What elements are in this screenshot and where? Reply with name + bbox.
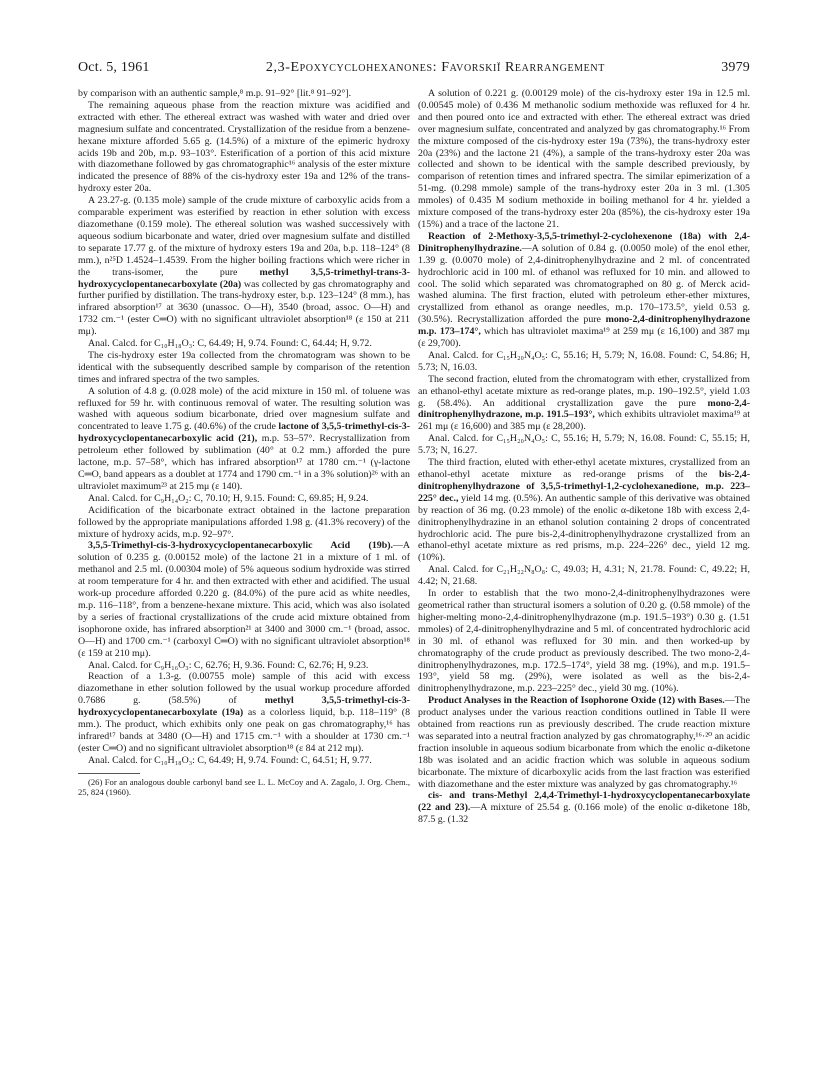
text-run: Reaction of a 1.3-g. (0.00755 mole) sample of this acid with excess diazomethane in ether solution followed by the usual workup procedure afforded 0.7686 g. (58.5%) of [78,671,410,707]
compound-name: mono-2,4-dinitrophenylhydrazone, m.p. 191.5–193°, [418,397,750,421]
text-run: which exhibits ultraviolet maxima¹⁹ at 261 mμ (ε 16,600) and 385 mμ (ε 28,200). [418,409,751,433]
text-run: A 23.27-g. (0.135 mole) sample of the crude mixture of carboxylic acids from a comparable experiment was esterified by reaction in ether solution with excess diazomethane (0.159 mole). The ethereal solution was washed successively with aqueous sodium bicarbonate and water, dried over magnesium sulfate and distilled to separate 17.77 g. of the mixture of hydroxy esters 19a and 20a, b.p. 118–124° (8 mm.), n²⁵D 1.4524–1.4539. From the higher boiling fractions which were richer in the trans-isomer, the pure [78,195,410,278]
paragraph [418,231,750,350]
footnote-rule [78,773,140,774]
compound-name: methyl 3,5,5-trimethyl-cis-3-hydroxycyclopentanecarboxylate (19a) [78,695,411,719]
compound-name: lactone of 3,5,5-trimethyl-cis-3-hydroxycyclopentanecarboxylic acid (21), [78,421,411,445]
text-run: was collected by gas chromatography and further purified by distillation. The trans-hydroxy ester, b.p. 123–124° (8 mm.), has infrared absorption¹⁷ at 3630 (unassoc. O—H), 3540 (broad, assoc. O—H) and 1732 cm.⁻¹ (ester C═O) with no significant ultraviolet absorption¹⁸ (ε 150 at 211 mμ). [78,278,411,338]
right-column [418,88,750,826]
paragraph: by comparison with an authentic sample,⁸ m.p. 91–92° [lit.⁸ 91–92°]. [78,88,352,99]
paragraph [418,457,750,564]
left-column [78,88,410,797]
page-number: 3979 [721,60,750,75]
paragraph [78,386,410,493]
paragraph [78,195,410,338]
text-run: —A solution of 0.235 g. (0.00152 mole) of the lactone 21 in a mixture of 1 ml. of methanol and 2.5 ml. (0.00304 mole) of 5% aqueous sodium hydroxide was stirred at room temperature for 4 hr. and then extracted with ether and acidified. The usual work-up procedure afforded 0.220 g. (84.0%) of the pure acid as white needles, m.p. 116–118°, from a benzene-hexane mixture. This acid, which was also isolated by a series of fractional crystallizations of the crude acid mixture obtained from isophorone oxide, has infrared absorption²¹ at 3400 and 3000 cm.⁻¹ (broad, assoc. O—H) and 1700 cm.⁻¹ (carboxyl C═O) with no significant ultraviolet absorption¹⁸ (ε 159 at 210 mμ). [78,540,410,659]
text-run: —A mixture of 25.54 g. (0.166 mole) of the enolic α-diketone 18b, 87.5 g. (1.32 [418,802,751,826]
text-run: The second fraction, eluted from the chromatogram with ether, crystallized from an ethanol-ethyl acetate mixture as red-orange plates, m.p. 190–192.5°, yield 1.03 g. (58.4%). An additional crystallization gave the pure [418,373,750,409]
paragraph [78,671,410,754]
paragraph: A solution of 0.221 g. (0.00129 mole) of the cis-hydroxy ester 19a in 12.5 ml. (0.00545 mole) of 0.436 M methanolic sodium methoxide was refluxed for 4 hr. and then poured onto ice and extracted with ether. The ethereal extract was dried over magnesium sulfate, concentrated and analyzed by gas chromatography.¹⁶ From the mixture composed of the cis-hydroxy ester 19a (73%), the trans-hydroxy ester 20a (23%) and the lactone 21 (4%), a sample of the trans-hydroxy ester 20a was collected and shown to be identical with the sample described previously, by comparison of retention times and infrared spectra. The similar epimerization of a 51-mg. (0.298 mmole) sample of the trans-hydroxy ester 20a in 3 ml. (1.305 mmoles) of 0.435 M sodium methoxide in boiling methanol for 4 hr. yielded a mixture composed of the trans-hydroxy ester 20a (85%), the cis-hydroxy ester 19a (15%) and a trace of the lactone 21. [418,88,750,230]
paragraph [418,374,750,434]
running-header [78,60,750,80]
analysis-line: Anal. Calcd. for C₁₅H₂₀N₄O₅: C, 55.16; H, 5.79; N, 16.08. Found: C, 55.15; H, 5.73; N, 16.27. [418,433,750,457]
text-run: m.p. 53–57°. Recrystallization from petroleum ether followed by sublimation (40° at 0.2 mm.) afforded the pure lactone, m.p. 57–58°, which has infrared absorption¹⁷ at 1780 cm.⁻¹ (γ-lactone C═O, band appears as a doublet at 1774 and 1790 cm.⁻¹ in a 3% solution)²⁶ with an ultraviolet maximum²³ at 215 mμ (ε 140). [78,433,410,492]
analysis-line: Anal. Calcd. for C₉H₁₆O₃: C, 62.76; H, 9.36. Found: C, 62.76; H, 9.23. [88,659,369,671]
analysis-line: Anal. Calcd. for C₂₁H₂₂N₈O₈: C, 49.03; H, 4.31; N, 21.78. Found: C, 49.22; H, 4.42; N, 21.68. [418,564,750,588]
text-run: —A solution of 0.84 g. (0.0050 mole) of the enol ether, 1.39 g. (0.0070 mole) of 2,4-dinitrophenylhydrazine and 2 ml. of concentrated hydrochloric acid in 100 ml. of ethanol was refluxed for 10 min. and allowed to cool. The solid which separated was chromatographed on 80 g. of Merck acid-washed alumina. The first fraction, eluted with petroleum ether-ether mixtures, crystallized from ethanol as orange needles, m.p. 170–173.5°, yield 0.53 g. (30.5%). Recrystallization afforded the pure [418,242,750,326]
paragraph: The remaining aqueous phase from the reaction mixture was acidified and extracted with ether. The ethereal extract was washed with water and dried over magnesium sulfate and concentrated. Crystallization of the residue from a benzene-hexane mixture afforded 5.65 g. (14.5%) of a mixture of the epimeric hydroxy acids 19b and 20b, m.p. 93–103°. Esterification of a portion of this acid mixture with diazomethane followed by gas chromatographic¹⁶ analysis of the ester mixture indicated the presence of 88% of the cis-hydroxy ester 19a and 12% of the trans-hydroxy ester 20a. [78,99,410,195]
compound-name: mono-2,4-dinitrophenylhydrazone m.p. 173–174°, [418,314,750,338]
header-title: 2,3-Epoxycyclohexanones: Favorskiĭ Rearrangement [265,60,605,75]
footnote: (26) For an analogous double carbonyl band see L. L. McCoy and A. Zagalo, J. Org. Chem., 25, 824 (1960). [78,776,410,798]
text-run: yield 14 mg. (0.5%). An authentic sample of this derivative was obtained by reaction of 36 mg. (0.23 mmole) of the enolic α-diketone 18b with excess 2,4-dinitrophenylhydrazine in an ethanol solution containing 2 drops of concentrated hydrochloric acid. The pure bis-2,4-dinitrophenylhydrazone crystallized from an ethanol-ethyl acetate mixture as red prisms, m.p. 224–226° dec., yield 12 mg. (10%). [418,492,750,564]
header-date: Oct. 5, 1961 [78,60,150,75]
text-run: A solution of 4.8 g. (0.028 mole) of the acid mixture in 150 ml. of toluene was refluxed for 59 hr. with continuous removal of water. The resulting solution was washed with aqueous sodium bicarbonate, dried over magnesium sulfate and concentrated to leave 1.75 g. (40.6%) of the crude [78,385,410,433]
analysis-line: Anal. Calcd. for C₁₀H₁₈O₃: C, 64.49; H, 9.74. Found: C, 64.44; H, 9.72. [88,338,372,350]
paragraph [78,540,410,659]
section-heading: 3,5,5-Trimethyl-cis-3-hydroxycyclopentanecarboxylic Acid (19b). [88,540,393,552]
paragraph: In order to establish that the two mono-2,4-dinitrophenylhydrazones were geometrical rather than structural isomers a solution of 0.20 g. (0.58 mmole) of the higher-melting mono-2,4-dinitrophenylhydrazone (m.p. 191.5–193°) 0.30 g. (1.51 mmoles) of 2,4-dinitrophenylhydrazine and 5 ml. of concentrated hydrochloric acid in 30 ml. of ethanol was refluxed for 30 min. and then worked-up by chromatography of the crude product as previously described. The two mono-2,4-dinitrophenylhydrazones, m.p. 172.5–174°, yield 38 mg. (19%), and m.p. 191.5–193°, yield 58 mg. (29%), were isolated as well as the bis-2,4-dinitrophenylhydrazone, m.p. 223–225° dec., yield 30 mg. (10%). [418,588,750,695]
paragraph [418,790,750,826]
compound-name: methyl 3,5,5-trimethyl-trans-3-hydroxycyclopentanecarboxylate (20a) [78,266,410,290]
paragraph: Acidification of the bicarbonate extract obtained in the lactone preparation followed by the appropriate manipulations afforded 1.98 g. (41.3% recovery) of the mixture of hydroxy acids, m.p. 92–97°. [78,504,410,540]
section-heading: Product Analyses in the Reaction of Isophorone Oxide (12) with Bases. [428,695,725,707]
section-heading: cis- and trans-Methyl 2,4,4-Trimethyl-1-hydroxycyclopentanecarboxylate (22 and 23). [418,790,750,814]
analysis-line: Anal. Calcd. for C₁₅H₂₀N₄O₅: C, 55.16; H, 5.79; N, 16.08. Found: C, 54.86; H, 5.73; N, 16.03. [418,349,750,373]
section-heading: Reaction of 2-Methoxy-3,5,5-trimethyl-2-cyclohexenone (18a) with 2,4-Dinitrophenylhydrazine. [418,230,750,254]
text-run: —The product analyses under the various reaction conditions outlined in Table II were obtained from reactions run as previously described. The crude reaction mixture was separated into a neutral fraction analyzed by gas chromatography,¹⁶·²⁰ an acidic fraction insoluble in aqueous sodium bicarbonate from which the enolic α-diketone 18b was isolated and an acidic fraction which was soluble in aqueous sodium bicarbonate. The mixture of dicarboxylic acids from the last fraction was esterified with diazomethane and the ester mixture was analyzed by gas chromatography.¹⁶ [418,695,750,790]
text-run: which has ultraviolet maxima¹⁹ at 259 mμ (ε 16,100) and 387 mμ (ε 29,700). [418,326,750,350]
analysis-line: Anal. Calcd. for C₁₀H₁₈O₃: C, 64.49; H, 9.74. Found: C, 64.51; H, 9.77. [88,754,372,766]
compound-name: bis-2,4-dinitrophenylhydrazone of 3,5,5-trimethyl-1,2-cyclohexanedione, m.p. 223–225° dec., [418,469,751,504]
paragraph [418,695,750,790]
text-run: The third fraction, eluted with ether-ethyl acetate mixtures, crystallized from an ethanol-ethyl acetate mixture as red-orange prisms of the [418,457,750,480]
analysis-line: Anal. Calcd. for C₉H₁₄O₂: C, 70.10; H, 9.15. Found: C, 69.85; H, 9.24. [88,492,369,504]
text-run: as a colorless liquid, b.p. 118–119° (8 mm.). The product, which exhibits only one peak on gas chromatography,¹⁶ has infrared¹⁷ bands at 3480 (O—H) and 1715 cm.⁻¹ with a shoulder at 1730 cm.⁻¹ (ester C═O) and no significant ultraviolet absorption¹⁸ (ε 84 at 212 mμ). [78,707,411,754]
paragraph: The cis-hydroxy ester 19a collected from the chromatogram was shown to be identical with the subsequently described sample by comparison of the retention times and infrared spectra of the two samples. [78,349,410,385]
